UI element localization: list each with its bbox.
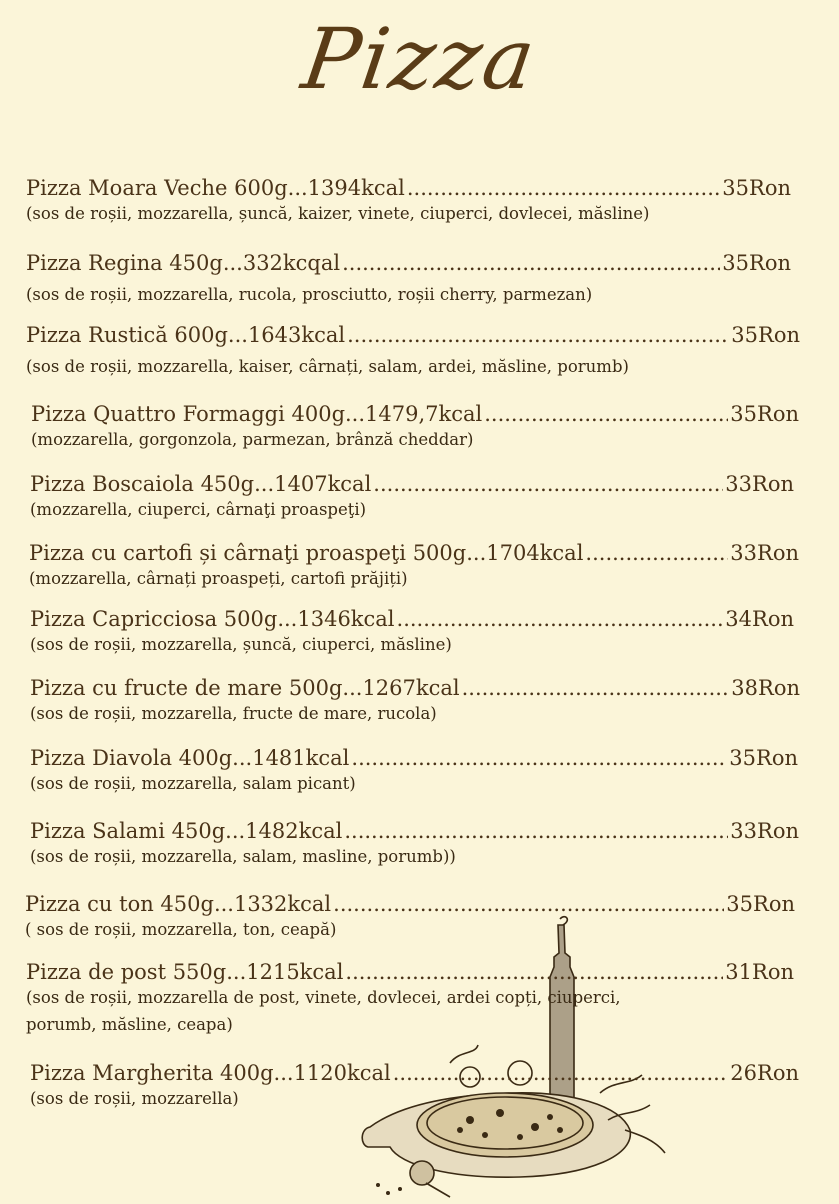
item-description: (sos de roșii, mozzarella, șuncă, kaizer, vinete, ciuperci, dovlecei, măsline) (26, 204, 650, 223)
dot-leader (585, 541, 728, 565)
menu-item (30, 607, 794, 654)
item-price: 35Ron (731, 323, 800, 347)
page-title: Pizza (296, 10, 543, 108)
menu-item (26, 251, 791, 304)
item-name: Pizza Capricciosa 500g...1346kcal (30, 607, 395, 631)
menu-item (30, 1061, 799, 1108)
item-price: 35Ron (730, 402, 799, 426)
item-name: Pizza Moara Veche 600g...1394kcal (26, 176, 405, 200)
item-price: 35Ron (722, 251, 791, 275)
menu-item-line (30, 746, 798, 770)
item-name: Pizza Rustică 600g...1643kcal (26, 323, 346, 347)
item-description: (sos de roșii, mozzarella) (30, 1089, 239, 1108)
item-name: Pizza de post 550g...1215kcal (26, 960, 344, 984)
menu-item (30, 819, 799, 866)
item-description: (sos de roșii, mozzarella, kaiser, cârnați, salam, ardei, măsline, porumb) (26, 357, 629, 376)
dot-leader (393, 1061, 729, 1085)
menu-item-line (29, 541, 799, 565)
item-description: (sos de roșii, mozzarella de post, vinete, dovlecei, ardei copți, ciuperci, (26, 988, 621, 1007)
item-name: Pizza cu ton 450g...1332kcal (25, 892, 332, 916)
item-description: (sos de roșii, mozzarella, rucola, prosciutto, roșii cherry, parmezan) (26, 285, 593, 304)
item-description: (sos de roșii, mozzarella, șuncă, ciuperci, măsline) (30, 635, 452, 654)
dot-leader (484, 402, 728, 426)
menu-item-line (30, 1061, 799, 1085)
item-name: Pizza Boscaiola 450g...1407kcal (30, 472, 372, 496)
item-price: 35Ron (726, 892, 795, 916)
dot-leader (342, 251, 720, 275)
item-price: 31Ron (725, 960, 794, 984)
item-description: (mozzarella, gorgonzola, parmezan, brânză cheddar) (31, 430, 474, 449)
menu-item (26, 960, 794, 1034)
item-name: Pizza cu fructe de mare 500g...1267kcal (30, 676, 460, 700)
menu-item-line (30, 676, 800, 700)
item-description: ( sos de roșii, mozzarella, ton, ceapă) (25, 920, 337, 939)
item-name: Pizza Diavola 400g...1481kcal (30, 746, 350, 770)
dot-leader (373, 472, 723, 496)
menu-item (30, 746, 798, 793)
menu-item (26, 176, 791, 223)
dot-leader (345, 960, 723, 984)
menu-item (30, 676, 800, 723)
menu-item (30, 472, 794, 519)
item-price: 34Ron (725, 607, 794, 631)
dot-leader (347, 323, 729, 347)
dot-leader (333, 892, 724, 916)
menu-item-line (30, 472, 794, 496)
dot-leader (407, 176, 720, 200)
item-price: 35Ron (729, 746, 798, 770)
item-name: Pizza cu cartofi și cârnaţi proaspeţi 500g...1704kcal (29, 541, 584, 565)
item-name: Pizza Quattro Formaggi 400g...1479,7kcal (31, 402, 483, 426)
menu-item-line (26, 323, 800, 347)
dot-leader (344, 819, 728, 843)
dot-leader (397, 607, 724, 631)
menu-item-line (31, 402, 799, 426)
menu-item (26, 323, 800, 376)
item-price: 33Ron (730, 541, 799, 565)
dot-leader (351, 746, 727, 770)
item-price: 33Ron (730, 819, 799, 843)
item-price: 35Ron (722, 176, 791, 200)
menu-item-line (26, 176, 791, 200)
item-description: (sos de roșii, mozzarella, salam, masline, porumb)) (30, 847, 456, 866)
menu-item-line (30, 607, 794, 631)
item-price: 38Ron (731, 676, 800, 700)
menu-item (29, 541, 799, 588)
item-name: Pizza Margherita 400g...1120kcal (30, 1061, 391, 1085)
menu-item-line (25, 892, 795, 916)
item-description: (sos de roșii, mozzarella, salam picant) (30, 774, 356, 793)
item-name: Pizza Salami 450g...1482kcal (30, 819, 343, 843)
menu-item (31, 402, 799, 449)
dot-leader (462, 676, 730, 700)
pizza-illustration (360, 915, 680, 1200)
item-name: Pizza Regina 450g...332kcqal (26, 251, 341, 275)
item-price: 26Ron (730, 1061, 799, 1085)
item-description: (mozzarella, ciuperci, cârnaţi proaspeţi) (30, 500, 367, 519)
menu-item-line (30, 819, 799, 843)
menu-item-line (26, 251, 791, 275)
item-price: 33Ron (725, 472, 794, 496)
menu-item-line (26, 960, 794, 984)
item-description: (sos de roșii, mozzarella, fructe de mare, rucola) (30, 704, 437, 723)
item-description-continued: porumb, măsline, ceapa) (26, 1015, 233, 1034)
item-description: (mozzarella, cârnați proaspeți, cartofi prăjiți) (29, 569, 408, 588)
